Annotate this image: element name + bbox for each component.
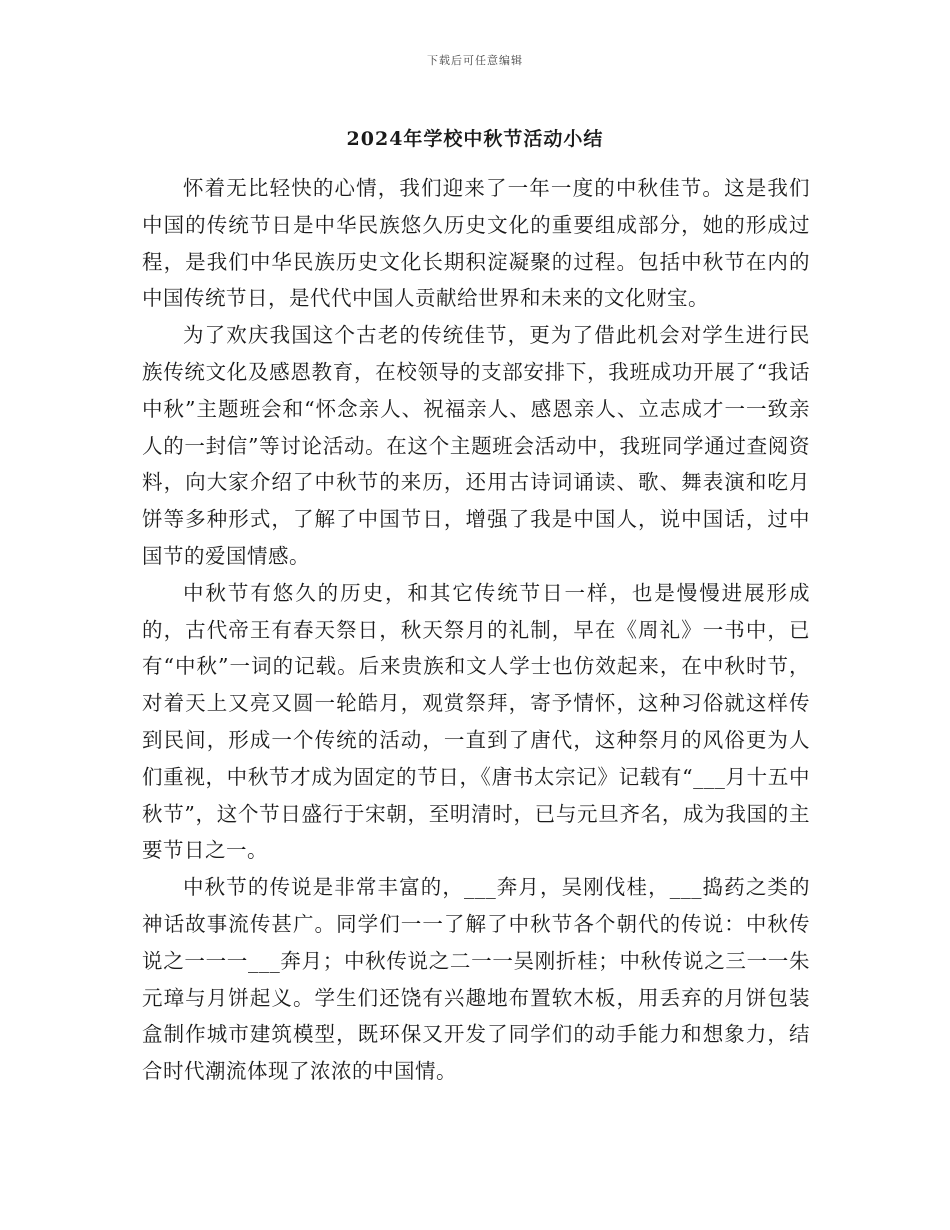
- document-title: 2024年学校中秋节活动小结: [346, 128, 604, 150]
- paragraph-intro: 怀着无比轻快的心情，我们迎来了一年一度的中秋佳节。这是我们中国的传统节日是中华民族悠久历史文化的重要组成部分，她的形成过程，是我们中华民族历史文化长期积淀凝聚的过程。包括中秋节在内的中国传统节日，是代代中国人贡献给世界和未来的文化财宝。: [142, 176, 810, 311]
- paragraph-activity: 为了欢庆我国这个古老的传统佳节，更为了借此机会对学生进行民族传统文化及感恩教育，在校领导的支部安排下，我班成功开展了“我话中秋”主题班会和“怀念亲人、祝福亲人、感恩亲人、立志成才一一致亲人的一封信”等讨论活动。在这个主题班会活动中，我班同学通过查阅资料，向大家介绍了中秋节的来历，还用古诗词诵读、歌、舞表演和吃月饼等多种形式，了解了中国节日，增强了我是中国人，说中国话，过中国节的爱国情感。: [142, 323, 810, 568]
- document-body: [142, 170, 810, 1090]
- paragraph-history: 中秋节有悠久的历史，和其它传统节日一样，也是慢慢进展形成的，古代帝王有春天祭日，秋天祭月的礼制，早在《周礼》一书中，已有“中秋”一词的记载。后来贵族和文人学士也仿效起来，在中秋时节，对着天上又亮又圆一轮皓月，观赏祭拜，寄予情怀，这种习俗就这样传到民间，形成一个传统的活动，一直到了唐代，这种祭月的风俗更为人们重视，中秋节才成为固定的节日，《唐书太宗记》记载有“___月十五中秋节”，这个节日盛行于宋朝，至明清时，已与元旦齐名，成为我国的主要节日之一。: [142, 580, 810, 863]
- header-note: 下载后可任意编辑: [427, 54, 523, 67]
- paragraph-legends: 中秋节的传说是非常丰富的，___奔月，吴刚伐桂，___捣药之类的神话故事流传甚广。同学们一一了解了中秋节各个朝代的传说：中秋传说之一一一___奔月；中秋传说之二一一吴刚折桂；中秋传说之三一一朱元璋与月饼起义。学生们还饶有兴趣地布置软木板，用丢弃的月饼包装盒制作城市建筑模型，既环保又开发了同学们的动手能力和想象力，结合时代潮流体现了浓浓的中国情。: [142, 875, 810, 1084]
